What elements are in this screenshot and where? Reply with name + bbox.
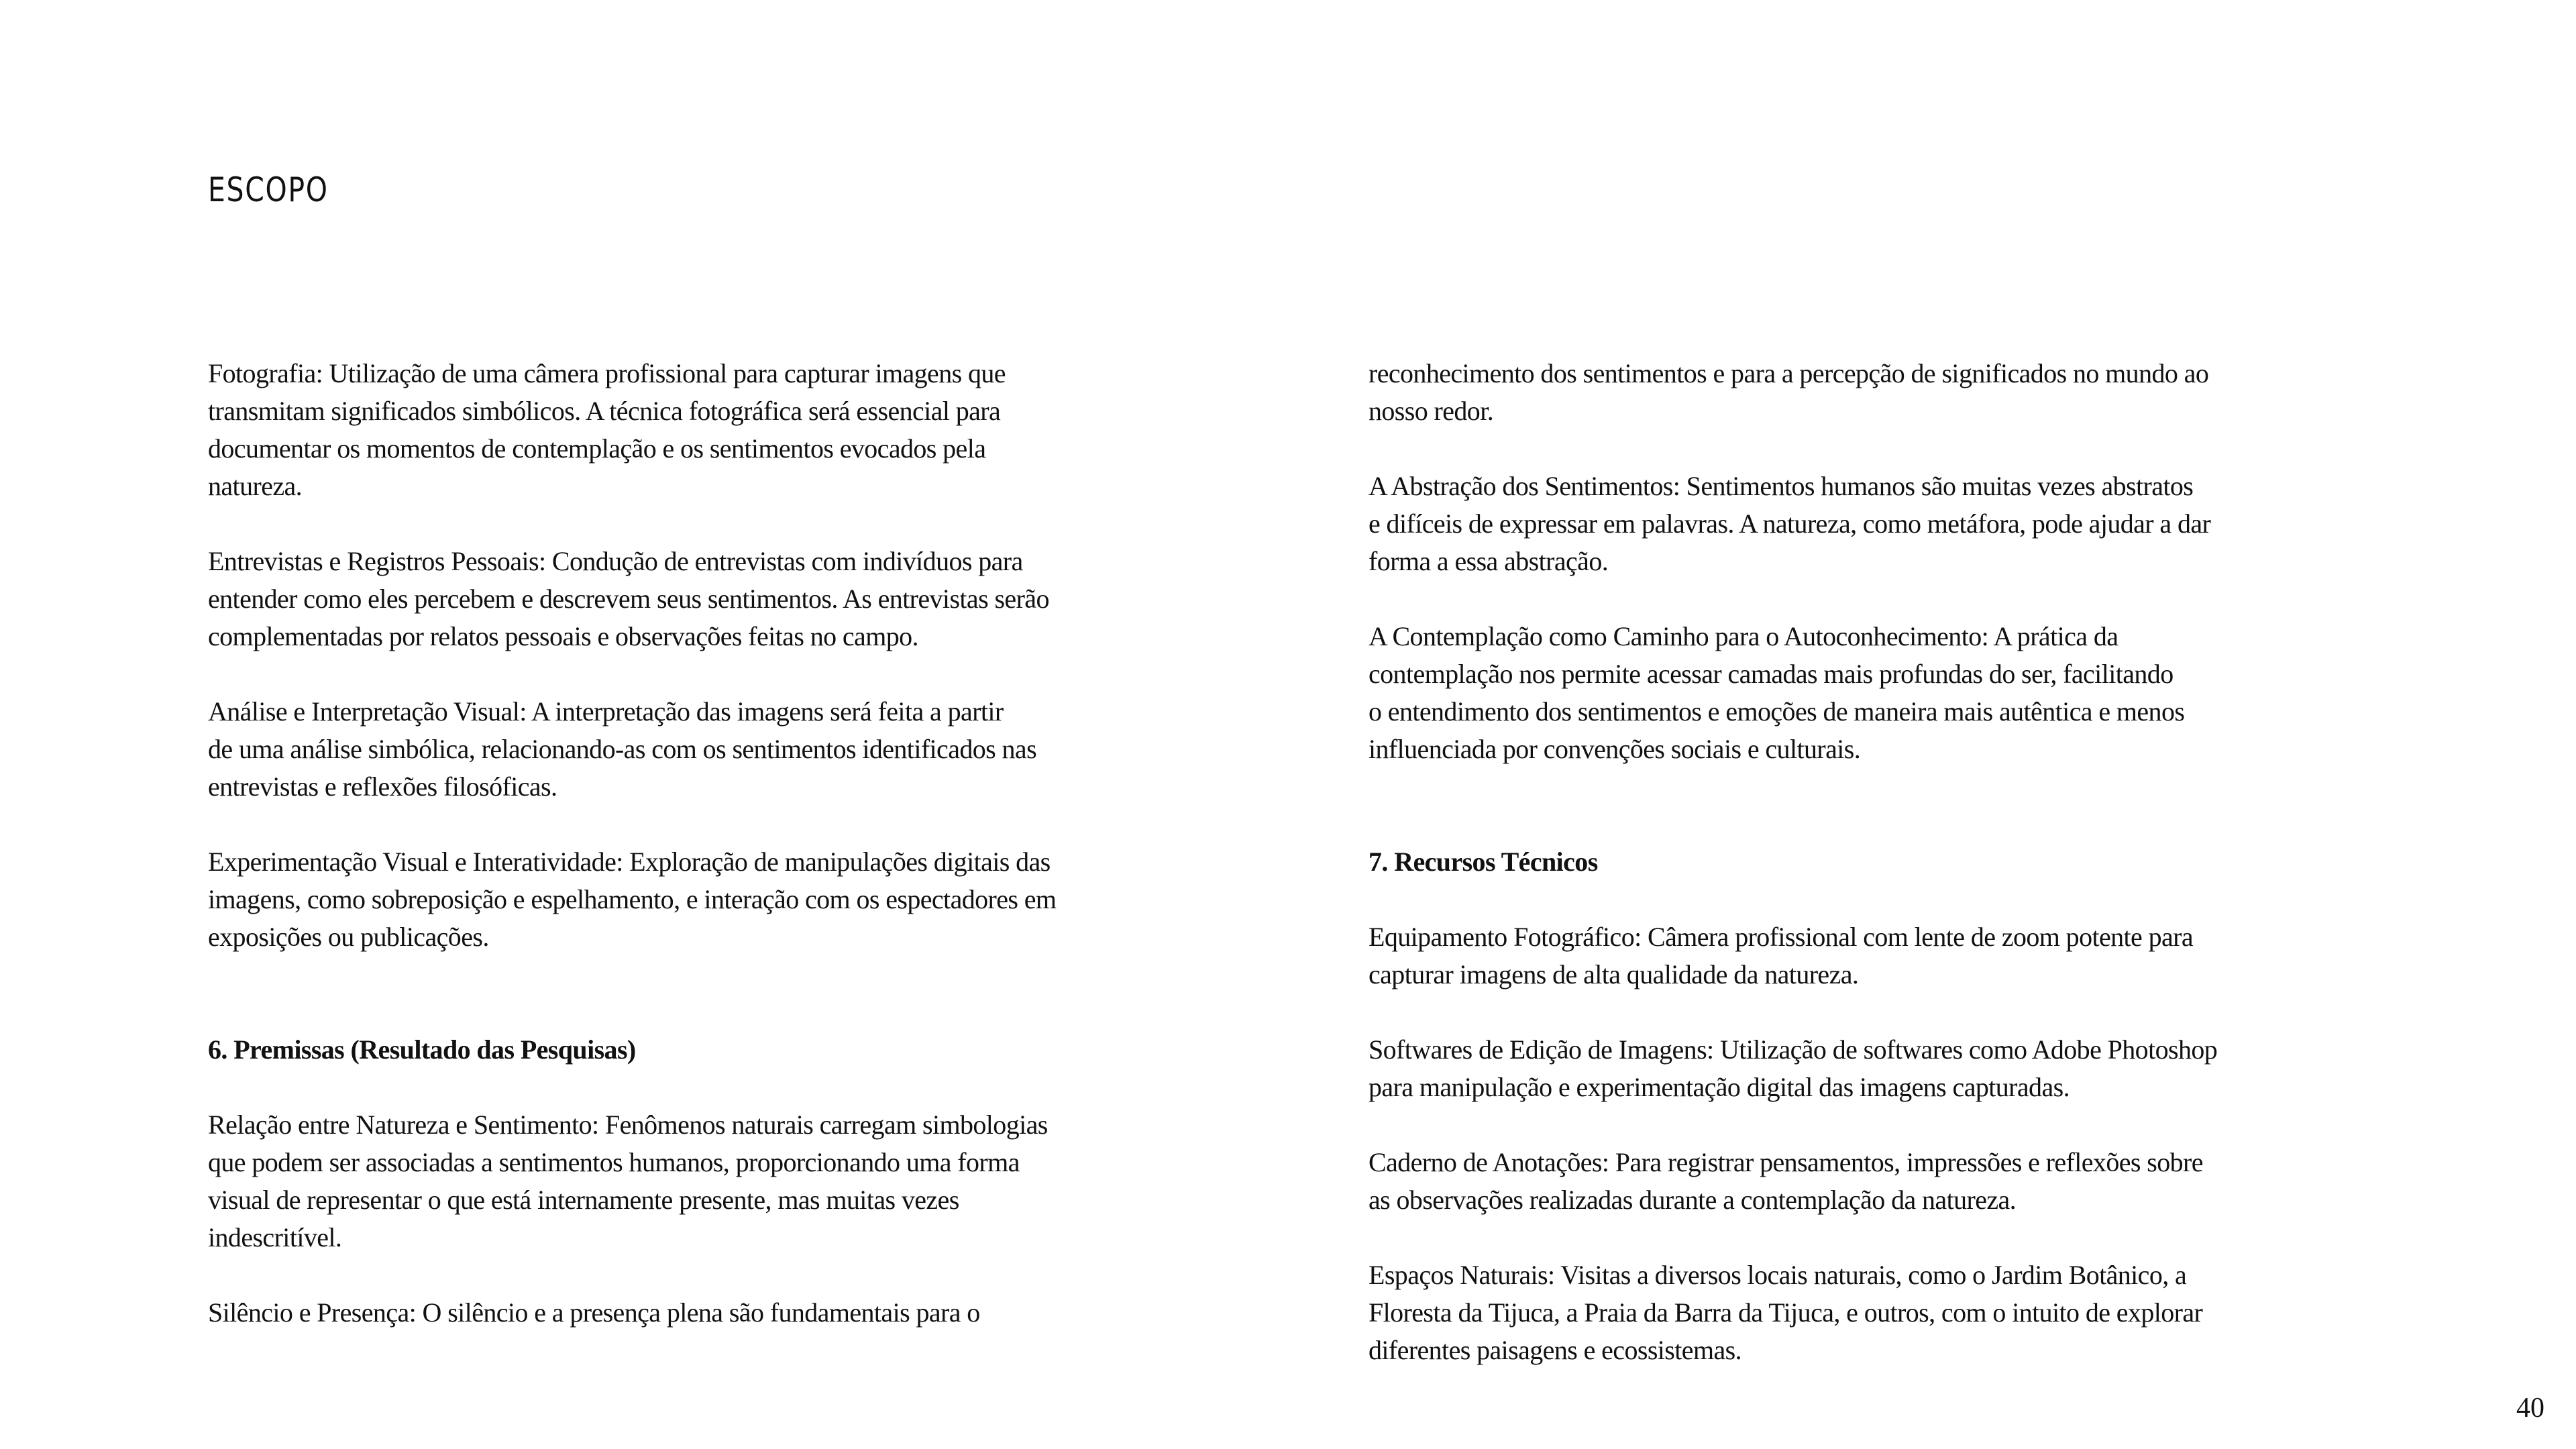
paragraph-reconhecimento: reconhecimento dos sentimentos e para a percepção de significados no mundo ao nosso redor. (1368, 358, 2209, 426)
paragraph-equipamento: Equipamento Fotográfico: Câmera profissional com lente de zoom potente para capturar imagens de alta qualidade da natureza. (1368, 922, 2194, 989)
paragraph-experimentacao: Experimentação Visual e Interatividade: Exploração de manipulações digitais das imagens, como sobreposição e espelhamento, e interação com os espectadores em exposições ou publicações. (208, 847, 1057, 952)
paragraph-softwares: Softwares de Edição de Imagens: Utilização de softwares como Adobe Photoshop para manipulação e experimentação digital das imagens capturadas. (1368, 1034, 2218, 1102)
section-premissas (208, 994, 1201, 1256)
section-recursos (1368, 806, 2361, 994)
paragraph-relacao: Relação entre Natureza e Sentimento: Fenômenos naturais carregam simbologias que podem ser associadas a sentimentos humanos, proporcionando uma forma visual de representar o que está internamente presente, mas muitas vezes indescritível. (208, 1110, 1048, 1252)
paragraph-entrevistas: Entrevistas e Registros Pessoais: Condução de entrevistas com indivíduos para entender como eles percebem e descrevem seus sentimentos. As entrevistas serão complementadas por relatos pessoais e observações feitas no campo. (208, 546, 1049, 651)
section-title-premissas: 6. Premissas (Resultado das Pesquisas) (208, 1034, 636, 1065)
paragraph-analise: Análise e Interpretação Visual: A interpretação das imagens será feita a partir de uma análise simbólica, relacionando-as com os sentimentos identificados nas entrevistas e reflexões filosóficas. (208, 696, 1037, 802)
paragraph-silencio: Silêncio e Presença: O silêncio e a presença plena são fundamentais para o (208, 1297, 980, 1328)
paragraph-abstracao: A Abstração dos Sentimentos: Sentimentos humanos são muitas vezes abstratos e difíceis de expressar em palavras. A natureza, como metáfora, pode ajudar a dar forma a essa abstração. (1368, 471, 2211, 576)
page-title: ESCOPO (208, 170, 329, 209)
paragraph-espacos: Espaços Naturais: Visitas a diversos locais naturais, como o Jardim Botânico, a Floresta da Tijuca, a Praia da Barra da Tijuca, e outros, com o intuito de explorar diferentes paisagens e ecossistemas. (1368, 1260, 2203, 1365)
paragraph-caderno: Caderno de Anotações: Para registrar pensamentos, impressões e reflexões sobre as observações realizadas durante a contemplação da natureza. (1368, 1147, 2203, 1215)
left-column (208, 355, 1201, 1332)
page-number: 40 (2516, 1393, 2544, 1424)
paragraph-contemplacao: A Contemplação como Caminho para o Autoconhecimento: A prática da contemplação nos permite acessar camadas mais profundas do ser, facilitando o entendimento dos sentimentos e emoções de maneira mais autêntica e menos influenciada por convenções sociais e culturais. (1368, 621, 2185, 764)
right-column (1368, 355, 2361, 1369)
section-title-recursos: 7. Recursos Técnicos (1368, 847, 1598, 877)
paragraph-fotografia: Fotografia: Utilização de uma câmera profissional para capturar imagens que transmitam significados simbólicos. A técnica fotográfica será essencial para documentar os momentos de contemplação e os sentimentos evocados pela natureza. (208, 358, 1006, 501)
